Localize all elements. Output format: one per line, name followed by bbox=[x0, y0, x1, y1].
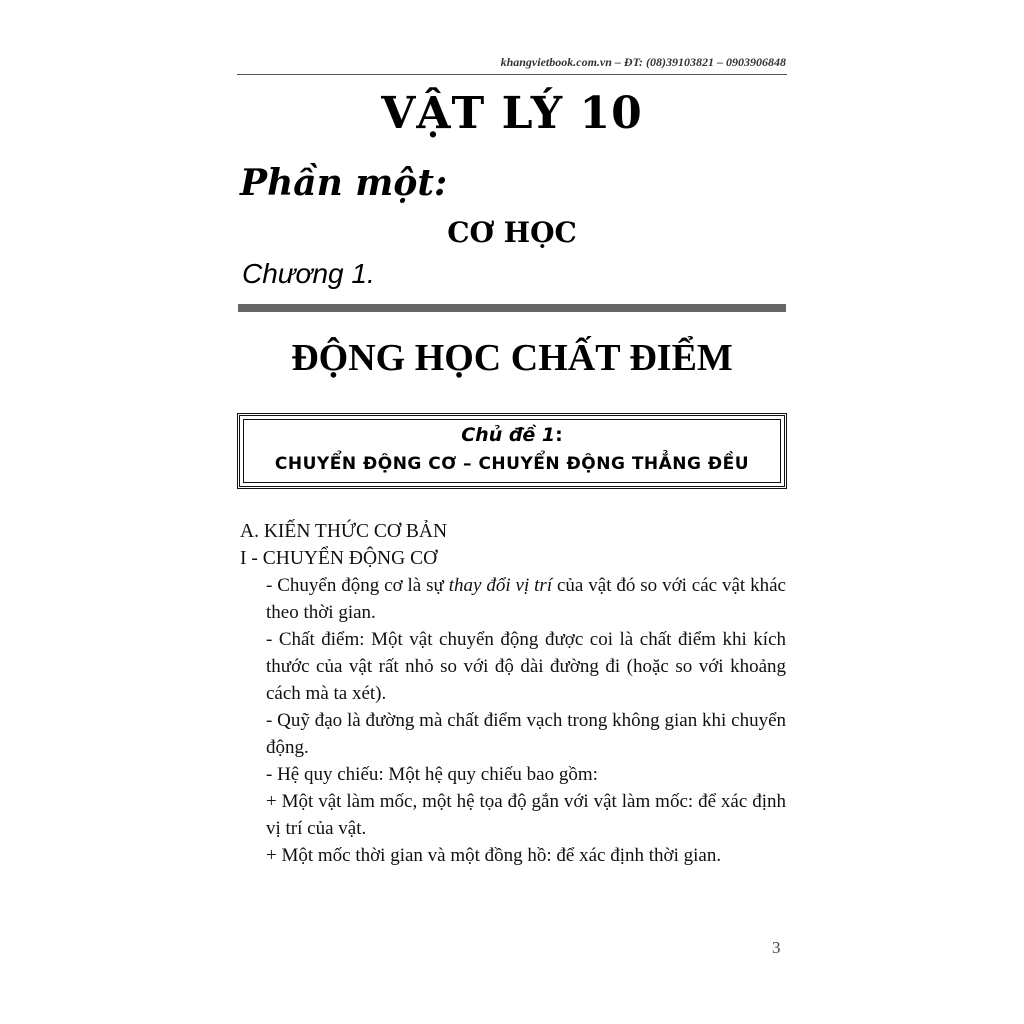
page-number: 3 bbox=[772, 938, 781, 957]
paragraph-trajectory: - Quỹ đạo là đường mà chất điểm vạch trong không gian khi chuyển động. bbox=[266, 710, 786, 758]
book-title: VẬT LÝ 10 bbox=[381, 88, 643, 139]
part-title: CƠ HỌC bbox=[447, 216, 577, 249]
topic-label-colon: : bbox=[555, 424, 563, 446]
paragraph-motion-definition bbox=[240, 572, 786, 626]
topic-name: CHUYỂN ĐỘNG CƠ – CHUYỂN ĐỘNG THẲNG ĐỀU bbox=[274, 454, 750, 474]
paragraph-reference-frame: - Hệ quy chiếu: Một hệ quy chiếu bao gồm: bbox=[266, 764, 598, 785]
header-divider bbox=[237, 74, 787, 75]
paragraph-point-mass: - Chất điểm: Một vật chuyển động được coi là chất điểm khi kích thước của vật rất nhỏ so với độ dài đường đi (hoặc so với khoảng cách mà ta xét). bbox=[266, 629, 786, 704]
paragraph-time-origin: + Một mốc thời gian và một đồng hồ: để xác định thời gian. bbox=[266, 845, 722, 866]
chapter-title: ĐỘNG HỌC CHẤT ĐIỂM bbox=[291, 337, 733, 379]
chapter-label: Chương 1. bbox=[242, 258, 375, 289]
topic-label-text: Chủ đề 1 bbox=[461, 424, 556, 446]
subsection-heading: I - CHUYỂN ĐỘNG CƠ bbox=[240, 548, 438, 569]
paragraph-reference-object: + Một vật làm mốc, một hệ tọa độ gắn với vật làm mốc: để xác định vị trí của vật. bbox=[266, 791, 786, 839]
chapter-divider-bar bbox=[238, 304, 786, 312]
section-heading: A. KIẾN THỨC CƠ BẢN bbox=[240, 521, 448, 542]
emphasis-text: thay đổi vị trí bbox=[448, 575, 553, 596]
publisher-header: khangvietbook.com.vn – ĐT: (08)39103821 – 0903906848 bbox=[500, 55, 786, 69]
paragraph-text: của vật đó so với các vật khác theo thời gian. bbox=[266, 575, 786, 623]
topic-box bbox=[237, 413, 787, 489]
paragraph-text: - Chuyển động cơ là sự bbox=[266, 575, 449, 596]
part-label: Phần một: bbox=[240, 162, 448, 204]
topic-label bbox=[240, 424, 784, 446]
content-body bbox=[240, 518, 786, 869]
